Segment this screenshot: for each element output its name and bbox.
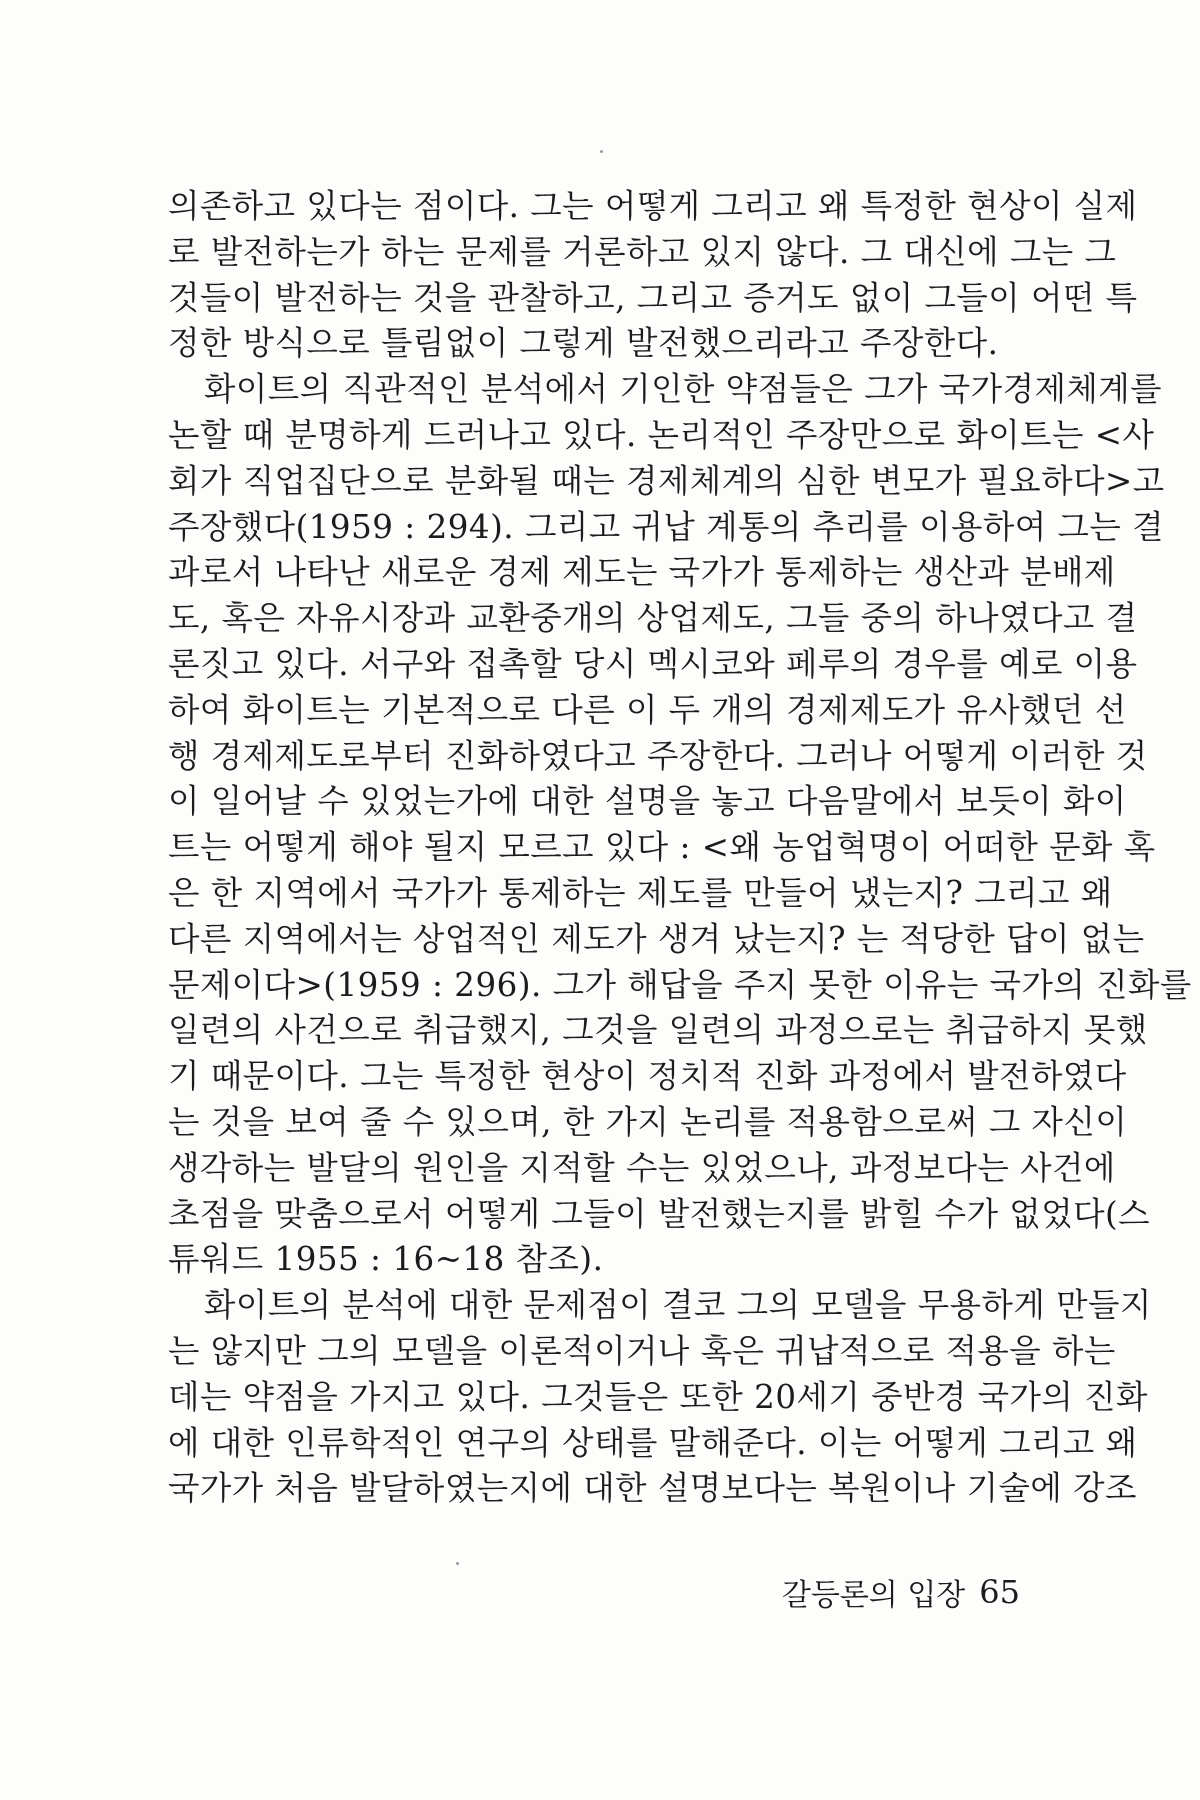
body-text bbox=[168, 184, 1192, 1512]
text-line: 데는 약점을 가지고 있다. 그것들은 또한 20세기 중반경 국가의 진화 bbox=[168, 1377, 1148, 1416]
text-line: 로 발전하는가 하는 문제를 거론하고 있지 않다. 그 대신에 그는 그 bbox=[168, 232, 1117, 271]
text-line: 론짓고 있다. 서구와 접촉할 당시 멕시코와 페루의 경우를 예로 이용 bbox=[168, 644, 1138, 683]
text-line: 일련의 사건으로 취급했지, 그것을 일련의 과정으로는 취급하지 못했 bbox=[168, 1011, 1148, 1050]
text-line: 주장했다(1959 : 294). 그리고 귀납 계통의 추리를 이용하여 그는 결 bbox=[168, 507, 1165, 546]
text-line: 이 일어날 수 있었는가에 대한 설명을 놓고 다음말에서 보듯이 화이 bbox=[168, 782, 1127, 821]
text-line: 튜워드 1955 : 16~18 참조). bbox=[168, 1240, 604, 1279]
text-line: 트는 어떻게 해야 될지 모르고 있다 : <왜 농업혁명이 어떠한 문화 혹 bbox=[168, 828, 1156, 867]
text-line: 논할 때 분명하게 드러나고 있다. 논리적인 주장만으로 화이트는 <사 bbox=[168, 415, 1155, 454]
text-line: 초점을 맞춤으로서 어떻게 그들이 발전했는지를 밝힐 수가 없었다(스 bbox=[168, 1194, 1151, 1233]
text-line: 다른 지역에서는 상업적인 제도가 생겨 났는지? 는 적당한 답이 없는 bbox=[168, 919, 1145, 958]
text-line: 행 경제제도로부터 진화하였다고 주장한다. 그러나 어떻게 이러한 것 bbox=[168, 736, 1148, 775]
text-line: 것들이 발전하는 것을 관찰하고, 그리고 증거도 없이 그들이 어떤 특 bbox=[168, 278, 1138, 317]
text-line: 과로서 나타난 새로운 경제 제도는 국가가 통제하는 생산과 분배제 bbox=[168, 553, 1116, 592]
text-line: 기 때문이다. 그는 특정한 현상이 정치적 진화 과정에서 발전하였다 bbox=[168, 1057, 1127, 1096]
text-line: 은 한 지역에서 국가가 통제하는 제도를 만들어 냈는지? 그리고 왜 bbox=[168, 873, 1113, 912]
text-line: 도, 혹은 자유시장과 교환중개의 상업제도, 그들 중의 하나였다고 결 bbox=[168, 599, 1138, 638]
scan-speck bbox=[456, 1562, 459, 1565]
text-line: 생각하는 발달의 원인을 지적할 수는 있었으나, 과정보다는 사건에 bbox=[168, 1148, 1116, 1187]
text-line: 하여 화이트는 기본적으로 다른 이 두 개의 경제제도가 유사했던 선 bbox=[168, 690, 1127, 729]
text-line: 는 않지만 그의 모델을 이론적이거나 혹은 귀납적으로 적용을 하는 bbox=[168, 1331, 1116, 1370]
paragraph-first-line: 화이트의 직관적인 분석에서 기인한 약점들은 그가 국가경제체계를 bbox=[204, 370, 1163, 409]
text-line: 의존하고 있다는 점이다. 그는 어떻게 그리고 왜 특정한 현상이 실제 bbox=[168, 187, 1138, 225]
text-line: 정한 방식으로 틀림없이 그렇게 발전했으리라고 주장한다. bbox=[168, 324, 999, 363]
page-number: 65 bbox=[979, 1573, 1020, 1611]
paragraph-first-line: 화이트의 분석에 대한 문제점이 결코 그의 모델을 무용하게 만들지 bbox=[204, 1286, 1152, 1325]
text-line: 문제이다>(1959 : 296). 그가 해답을 주지 못한 이유는 국가의 진화를 bbox=[168, 965, 1192, 1004]
page-footer bbox=[760, 1572, 1020, 1612]
running-head: 갈등론의 입장 bbox=[781, 1578, 966, 1613]
text-line: 에 대한 인류학적인 연구의 상태를 말해준다. 이는 어떻게 그리고 왜 bbox=[168, 1423, 1138, 1462]
scan-speck bbox=[600, 150, 603, 153]
text-line: 는 것을 보여 줄 수 있으며, 한 가지 논리를 적용함으로써 그 자신이 bbox=[168, 1102, 1128, 1141]
text-line: 회가 직업집단으로 분화될 때는 경제체계의 심한 변모가 필요하다>고 bbox=[168, 461, 1165, 500]
text-line: 국가가 처음 발달하였는지에 대한 설명보다는 복원이나 기술에 강조 bbox=[168, 1469, 1137, 1508]
